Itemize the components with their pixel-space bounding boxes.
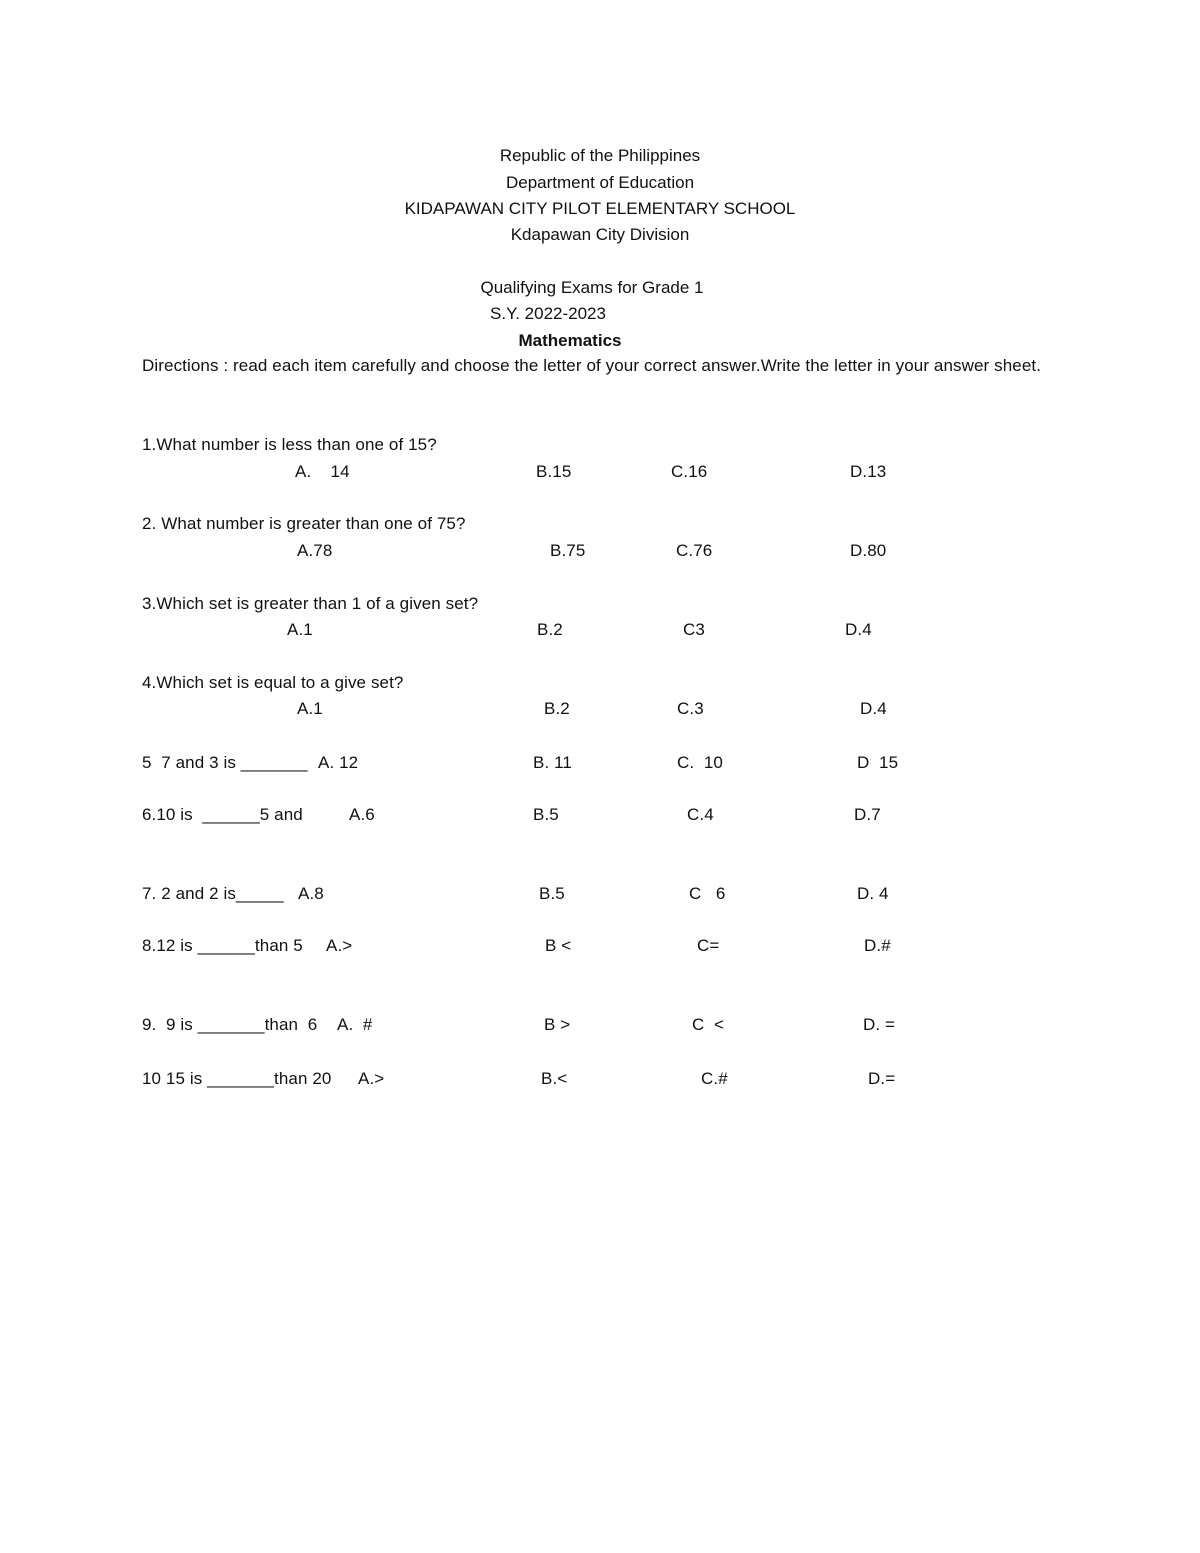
question-4-stem: 4.Which set is equal to a give set? xyxy=(142,673,404,692)
question-4-choice-a: A.1 xyxy=(297,699,323,718)
question-2-choice-a: A.78 xyxy=(297,541,333,560)
question-8-choice-d: D.# xyxy=(864,936,891,955)
question-6-choice-d: D.7 xyxy=(854,805,881,824)
question-7-choice-d: D. 4 xyxy=(857,884,889,903)
question-10-choice-d: D.= xyxy=(868,1069,896,1088)
question-2-stem: 2. What number is greater than one of 75? xyxy=(142,514,466,533)
school-year: S.Y. 2022-2023 xyxy=(490,304,606,323)
question-3-choice-d: D.4 xyxy=(845,620,872,639)
header-school: KIDAPAWAN CITY PILOT ELEMENTARY SCHOOL xyxy=(404,199,796,218)
exam-title: Qualifying Exams for Grade 1 xyxy=(480,278,704,297)
question-1-stem: 1.What number is less than one of 15? xyxy=(142,435,437,454)
question-5-choice-d: D 15 xyxy=(857,753,899,772)
question-4-choice-c: C.3 xyxy=(677,699,704,718)
question-3-choice-c: C3 xyxy=(683,620,705,639)
question-3-stem: 3.Which set is greater than 1 of a given set? xyxy=(142,594,479,613)
question-1-choice-a: A. 14 xyxy=(295,462,350,481)
question-9-choice-c: C < xyxy=(692,1015,725,1034)
header-republic: Republic of the Philippines xyxy=(499,146,701,165)
question-6-choice-b: B.5 xyxy=(533,805,559,824)
question-8-choice-b: B < xyxy=(545,936,572,955)
question-10-stem: 10 15 is _______than 20 xyxy=(142,1069,332,1088)
question-4-choice-b: B.2 xyxy=(544,699,570,718)
question-5-stem: 5 7 and 3 is _______ xyxy=(142,753,308,772)
question-8-choice-a: A.> xyxy=(326,936,353,955)
question-7-choice-a: A.8 xyxy=(298,884,324,903)
question-7-choice-b: B.5 xyxy=(539,884,565,903)
question-2-choice-c: C.76 xyxy=(676,541,713,560)
question-10-choice-c: C.# xyxy=(701,1069,728,1088)
question-9-choice-a: A. # xyxy=(337,1015,373,1034)
question-6-stem: 6.10 is ______5 and xyxy=(142,805,303,824)
question-5-choice-a: A. 12 xyxy=(318,753,359,772)
question-2-choice-b: B.75 xyxy=(550,541,586,560)
question-10-choice-b: B.< xyxy=(541,1069,568,1088)
header-department: Department of Education xyxy=(505,173,695,192)
question-9-stem: 9. 9 is _______than 6 xyxy=(142,1015,318,1034)
question-6-choice-c: C.4 xyxy=(687,805,714,824)
directions-text: Directions : read each item carefully and choose the letter of your correct answer.Write the letter in your answer sheet. xyxy=(142,356,1042,375)
question-1-choice-b: B.15 xyxy=(536,462,572,481)
question-3-choice-b: B.2 xyxy=(537,620,563,639)
question-9-choice-d: D. = xyxy=(863,1015,896,1034)
question-7-choice-c: C 6 xyxy=(689,884,726,903)
question-2-choice-d: D.80 xyxy=(850,541,887,560)
question-5-choice-c: C. 10 xyxy=(677,753,723,772)
header-division: Kdapawan City Division xyxy=(510,225,690,244)
question-10-choice-a: A.> xyxy=(358,1069,385,1088)
question-9-choice-b: B > xyxy=(544,1015,571,1034)
question-1-choice-d: D.13 xyxy=(850,462,887,481)
question-6-choice-a: A.6 xyxy=(349,805,375,824)
question-4-choice-d: D.4 xyxy=(860,699,887,718)
question-7-stem: 7. 2 and 2 is_____ xyxy=(142,884,284,903)
question-8-choice-c: C= xyxy=(697,936,720,955)
question-1-choice-c: C.16 xyxy=(671,462,708,481)
subject-title: Mathematics xyxy=(518,331,622,350)
question-3-choice-a: A.1 xyxy=(287,620,313,639)
question-8-stem: 8.12 is ______than 5 xyxy=(142,936,303,955)
question-5-choice-b: B. 11 xyxy=(533,753,572,772)
